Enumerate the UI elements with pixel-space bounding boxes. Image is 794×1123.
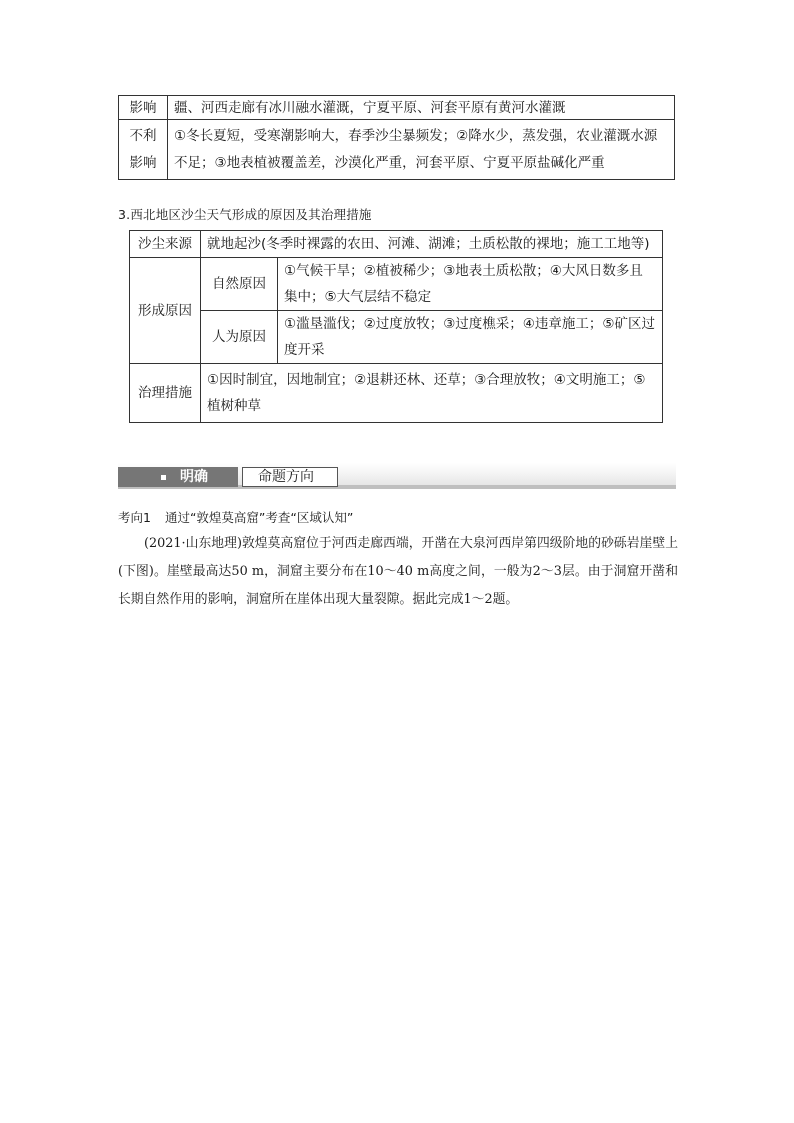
row-content: 疆、河西走廊有冰川融水灌溉，宁夏平原、河套平原有黄河水灌溉 xyxy=(168,96,675,120)
table-row xyxy=(119,120,675,180)
climate-impact-table xyxy=(118,95,675,180)
banner-dark-block xyxy=(118,467,238,487)
dust-source-content: 就地起沙(冬季时裸露的农田、河滩、湖滩；土质松散的裸地；施工工地等) xyxy=(201,231,663,258)
question-text: (2021·山东地理)敦煌莫高窟位于河西走廊西端，开凿在大泉河西岸第四级阶地的砂砾岩崖壁上(下图)。崖壁最高达50 m，洞窟主要分布在10～40 m高度之间，一般为2～3层。由于洞窟开凿和长期自然作用的影响，洞窟所在崖体出现大量裂隙。据此完成1～2题。 xyxy=(118,536,678,607)
human-cause-label: 人为原因 xyxy=(201,311,278,364)
table-row xyxy=(130,231,663,258)
section-banner xyxy=(118,463,676,489)
measures-content: ①因时制宜，因地制宜；②退耕还林、还草；③合理放牧；④文明施工；⑤植树种草 xyxy=(201,364,663,423)
direction-text: 通过“敦煌莫高窟”考查“区域认知” xyxy=(164,510,354,525)
natural-cause-content: ①气候干旱；②植被稀少；③地表土质松散；④大风日数多且集中；⑤大气层结不稳定 xyxy=(278,258,663,311)
banner-tab-label: 命题方向 xyxy=(258,469,314,485)
table-row xyxy=(119,96,675,120)
square-bullet-icon xyxy=(161,475,166,480)
formation-label: 形成原因 xyxy=(130,258,201,364)
natural-cause-label: 自然原因 xyxy=(201,258,278,311)
row-content: ①冬长夏短，受寒潮影响大，春季沙尘暴频发；②降水少，蒸发强，农业灌溉水源不足；③地表植被覆盖差，沙漠化严重，河套平原、宁夏平原盐碱化严重 xyxy=(168,120,675,180)
row-header: 影响 xyxy=(119,96,168,120)
direction-heading xyxy=(118,508,353,526)
table-row xyxy=(130,258,663,311)
dust-source-label: 沙尘来源 xyxy=(130,231,201,258)
human-cause-content: ①滥垦滥伐；②过度放牧；③过度樵采；④违章施工；⑤矿区过度开采 xyxy=(278,311,663,364)
section-title: 3.西北地区沙尘天气形成的原因及其治理措施 xyxy=(118,207,372,222)
row-header: 不利影响 xyxy=(119,120,168,180)
question-stem xyxy=(118,530,678,614)
table-row xyxy=(130,311,663,364)
sandstorm-causes-table xyxy=(129,230,663,423)
table-row xyxy=(130,364,663,423)
measures-label: 治理措施 xyxy=(130,364,201,423)
direction-label: 考向1 xyxy=(118,510,151,525)
banner-title: 明确 xyxy=(180,469,208,485)
